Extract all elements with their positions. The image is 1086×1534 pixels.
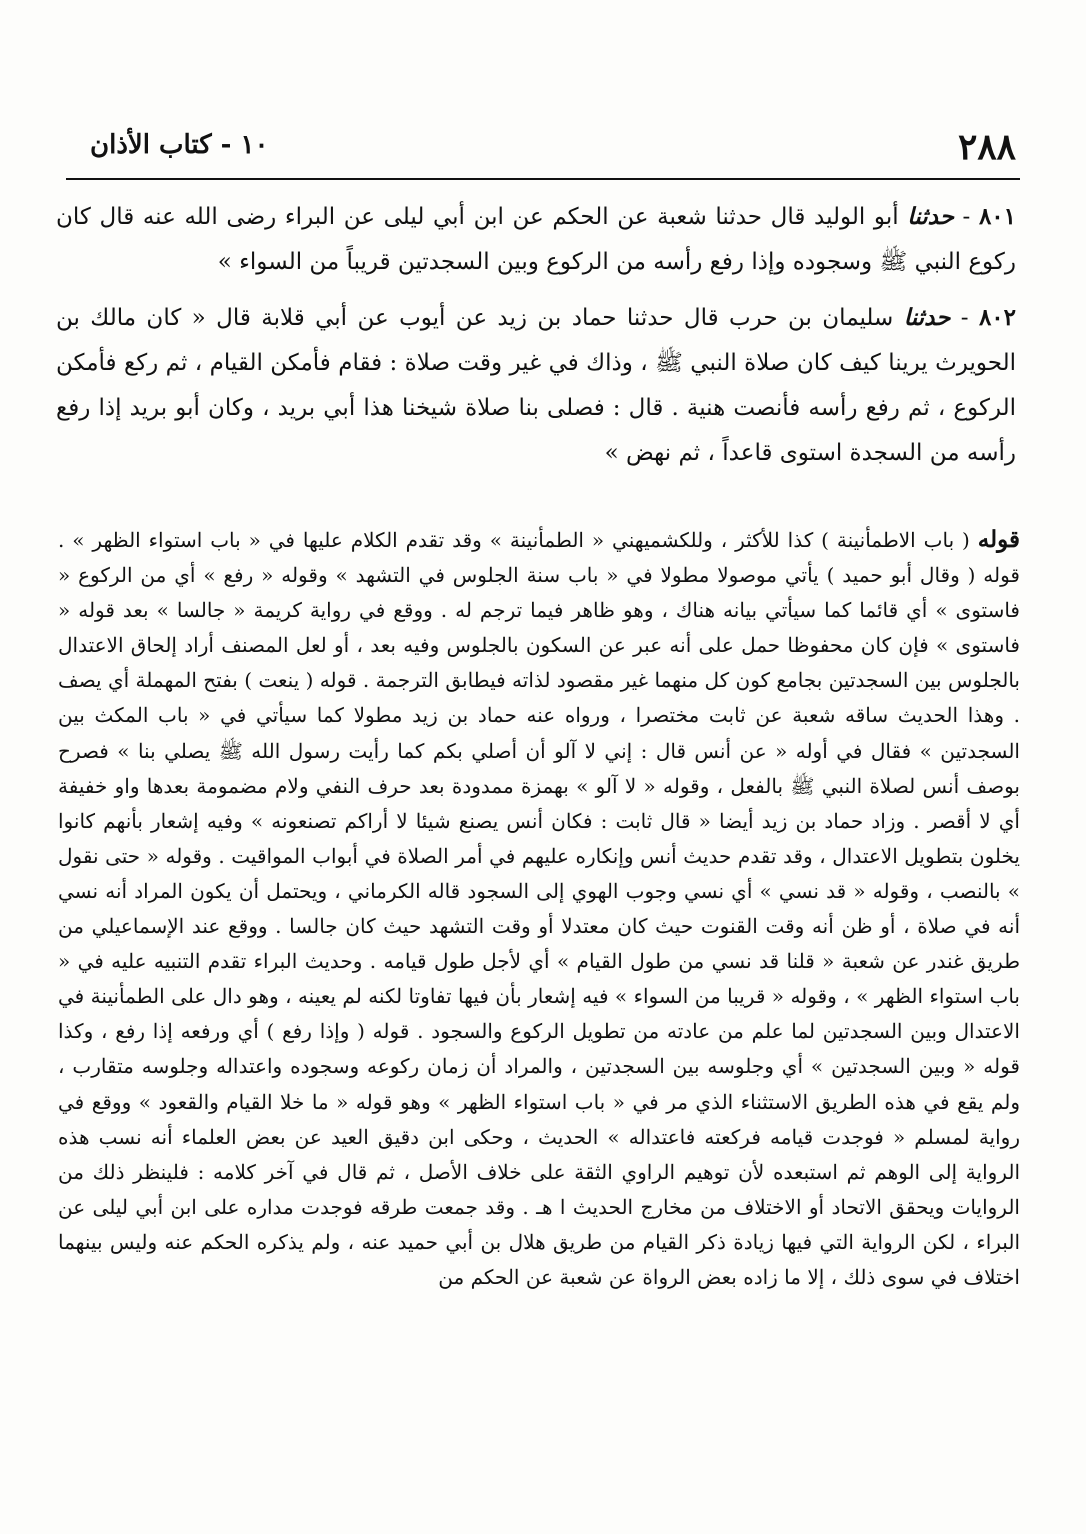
hadith-opening: حدثنا xyxy=(903,304,951,331)
hadith-opening: حدثنا xyxy=(907,203,954,230)
commentary-paragraph xyxy=(58,522,1020,1295)
hadith-text: أبو الوليد قال حدثنا شعبة عن الحكم عن ابن أبي ليلى عن البراء رضى الله عنه قال كان ركوع النبي ﷺ وسجوده وإذا رفع رأسه من الركوع وبين السجدتين قريباً من السواء » xyxy=(56,204,1016,275)
hadith-dash: - xyxy=(953,204,971,230)
page-number: ٢٨٨ xyxy=(957,126,1016,168)
chapter-title: ١٠ - كتاب الأذان xyxy=(90,130,269,160)
hadith-text-block xyxy=(56,194,1016,486)
hadith-number: ٨٠٢ xyxy=(978,304,1017,331)
hadith-801 xyxy=(56,194,1016,285)
commentary-label: قوله xyxy=(977,526,1021,553)
hadith-number: ٨٠١ xyxy=(978,203,1017,230)
commentary-block xyxy=(58,522,1020,1295)
page-header xyxy=(60,118,1016,178)
hadith-dash: - xyxy=(950,305,969,331)
hadith-text: سليمان بن حرب قال حدثنا حماد بن زيد عن أيوب عن أبي قلابة قال « كان مالك بن الحويرث يرينا كيف كان صلاة النبي ﷺ ، وذاك في غير وقت صلاة : فقام فأمكن القيام ، ثم ركع فأمكن الركوع ، ثم رفع رأسه فأنصت هنية . قال : فصلى بنا صلاة شيخنا هذا أبي بريد ، وكان أبو بريد إذا رفع رأسه من السجدة استوى قاعداً ، ثم نهض » xyxy=(56,305,1016,466)
hadith-802 xyxy=(56,295,1016,476)
commentary-text: ( باب الاطمأنينة ) كذا للأكثر ، وللكشميهني « الطمأنينة » وقد تقدم الكلام عليها في « باب استواء الظهر » . قوله ( وقال أبو حميد ) يأتي موصولا مطولا في « باب سنة الجلوس في التشهد » وقوله « رفع » أي من الركوع « فاستوى » أي قائما كما سيأتي بيانه هناك ، وهو ظاهر فيما ترجم له . ووقع في رواية كريمة « جالسا » بعد قوله « فاستوى » فإن كان محفوظا حمل على أنه عبر عن السكون بالجلوس وفيه بعد ، أو لعل المصنف أراد إلحاق الاعتدال بالجلوس بين السجدتين بجامع كون كل منهما غير مقصود لذاته فيطابق الترجمة . قوله ( ينعت ) بفتح المهملة أي يصف . وهذا الحديث ساقه شعبة عن ثابت مختصرا ، ورواه عنه حماد بن زيد مطولا كما سيأتي في « باب المكث بين السجدتين » فقال في أوله « عن أنس قال : إني لا آلو أن أصلي بكم كما رأيت رسول الله ﷺ يصلي بنا » فصرح بوصف أنس لصلاة النبي ﷺ بالفعل ، وقوله « لا آلو » بهمزة ممدودة بعد حرف النفي ولام مضمومة بعدها واو خفيفة أي لا أقصر . وزاد حماد بن زيد أيضا « قال ثابت : فكان أنس يصنع شيئا لا أراكم تصنعونه » وفيه إشعار بأنهم كانوا يخلون بتطويل الاعتدال ، وقد تقدم حديث أنس وإنكاره عليهم في أمر الصلاة في أبواب المواقيت . وقوله « حتى نقول » بالنصب ، وقوله « قد نسي » أي نسي وجوب الهوي إلى السجود قاله الكرماني ، ويحتمل أن يكون المراد أنه نسي أنه في صلاة ، أو ظن أنه وقت القنوت حيث كان معتدلا أو وقت التشهد حيث كان جالسا . ووقع عند الإسماعيلي من طريق غندر عن شعبة « قلنا قد نسي من طول القيام » أي لأجل طول قيامه . وحديث البراء تقدم التنبيه عليه في « باب استواء الظهر » ، وقوله « قريبا من السواء » فيه إشعار بأن فيها تفاوتا لكنه لم يعينه ، وهو دال على الطمأنينة في الاعتدال وبين السجدتين لما علم من عادته من تطويل الركوع والسجود . قوله ( وإذا رفع ) أي ورفعه إذا رفع ، وكذا قوله « وبين السجدتين » أي وجلوسه بين السجدتين ، والمراد أن زمان ركوعه وسجوده واعتداله وجلوسه متقارب ، ولم يقع في هذه الطريق الاستثناء الذي مر في « باب استواء الظهر » وهو قوله « ما خلا القيام والقعود » ووقع في رواية لمسلم « فوجدت قيامه فركعته فاعتداله » الحديث ، وحكى ابن دقيق العيد عن بعض العلماء أنه نسب هذه الرواية إلى الوهم ثم استبعده لأن توهيم الراوي الثقة على خلاف الأصل ، ثم قال في آخر كلامه : فلينظر ذلك من الروايات ويحقق الاتحاد أو الاختلاف من مخارج الحديث ا هـ . وقد جمعت طرقه فوجدت مداره على ابن أبي ليلى عن البراء ، لكن الرواية التي فيها زيادة ذكر القيام من طريق هلال بن أبي حميد عنه ، ولم يذكره الحكم عنه وليس بينهما اختلاف في سوى ذلك ، إلا ما زاده بعض الرواة عن شعبة عن الحكم من xyxy=(58,528,1020,1289)
header-divider xyxy=(66,178,1020,180)
